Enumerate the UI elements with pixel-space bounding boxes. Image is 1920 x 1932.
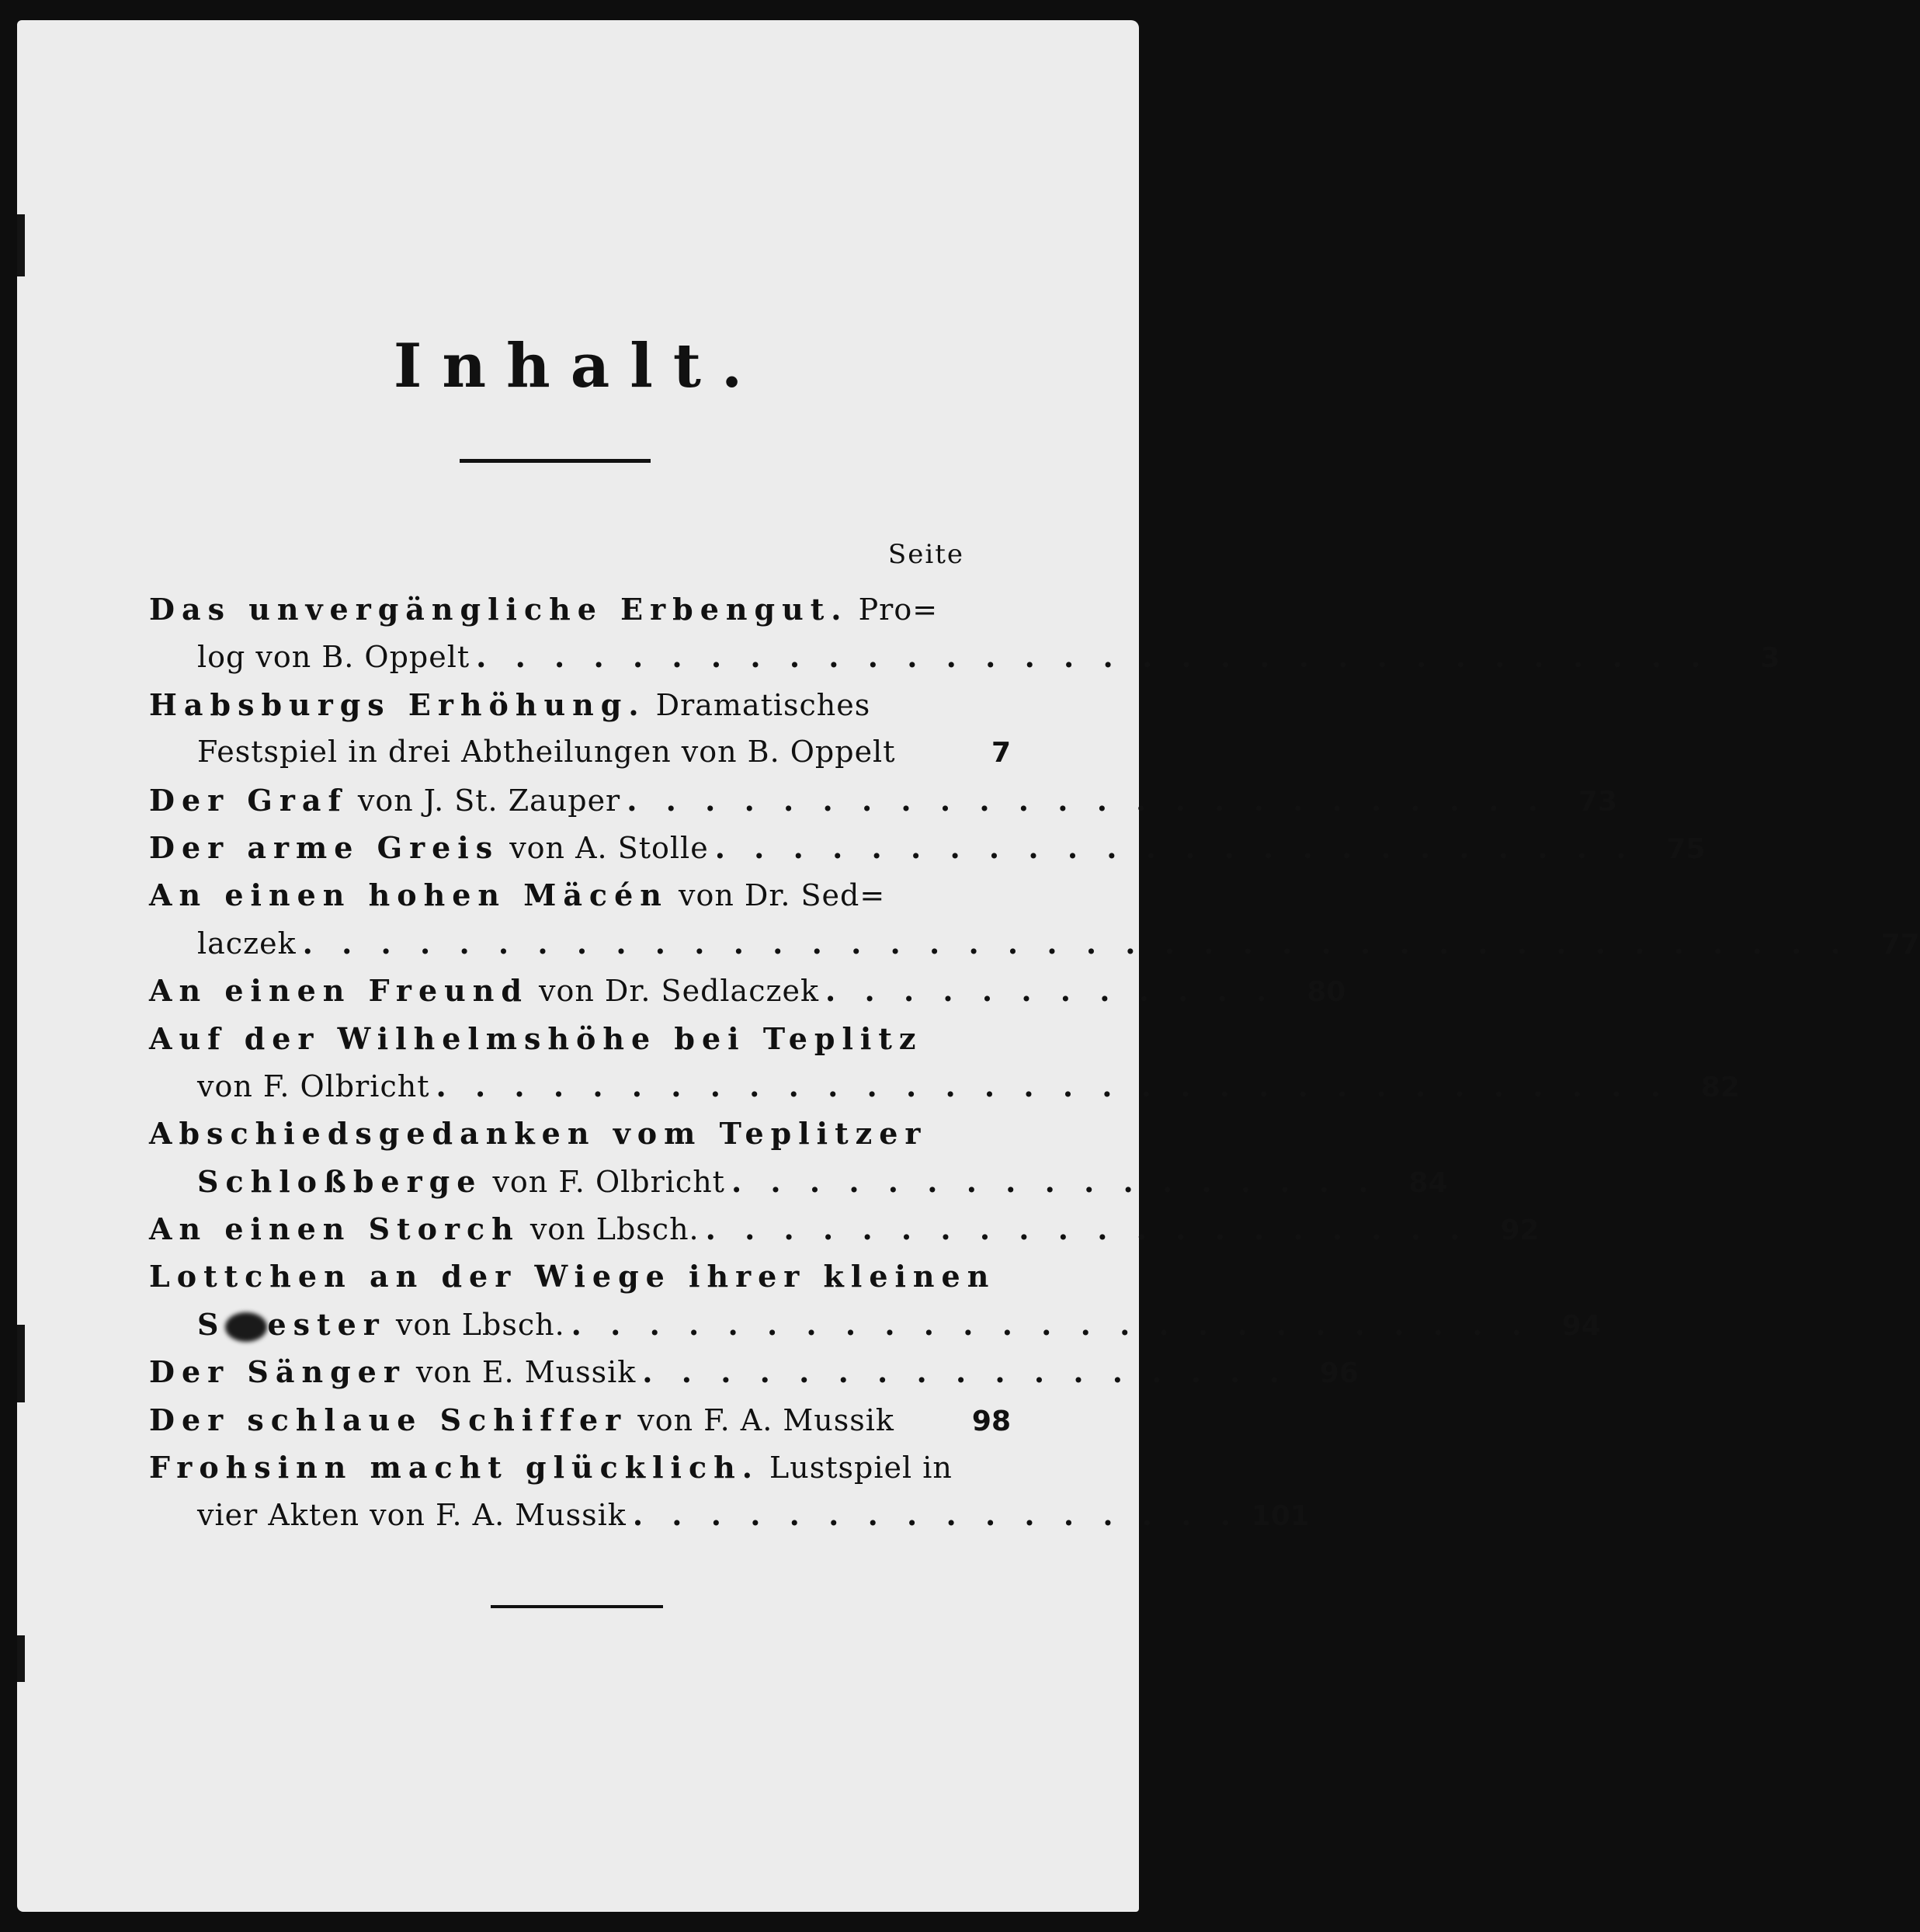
toc-entry: [149, 586, 1780, 681]
page-number: 3: [1760, 642, 1780, 675]
leader-dots: . . . . . . . . . . . . . . . . . . . . . . . . .: [571, 1306, 1531, 1342]
entry-title: Lottchen an der Wiege ihrer kleinen: [149, 1259, 996, 1294]
entry-author: Lustspiel in: [759, 1451, 953, 1485]
entry-author: von Dr. Sedlaczek: [528, 974, 820, 1009]
entry-title: ester: [267, 1306, 386, 1342]
leader-dots: . . . . . . . . . . . . . . . . .: [731, 1163, 1378, 1199]
entry-author: von F. A. Mussik: [627, 1402, 894, 1437]
toc-entry: [149, 681, 1011, 777]
page-number: 82: [1700, 1071, 1740, 1103]
page-number: 77: [1880, 928, 1920, 961]
footer-divider: [491, 1605, 663, 1608]
leader-dots: . . . . . . . . . . . . . . . . . . . . . . . . . . . . . . . .: [436, 1068, 1670, 1103]
toc-entry: [149, 777, 1618, 824]
entry-title: An einen hohen Mäcén: [149, 877, 668, 913]
entry-title: Der Sänger: [149, 1354, 406, 1390]
entry-author: log von B. Oppelt: [197, 640, 470, 675]
page-heading: Inhalt.: [393, 331, 763, 401]
entry-author: von Lbsch.: [519, 1212, 700, 1247]
entry-title: Das unvergängliche Erbengut.: [149, 592, 849, 627]
entry-title: An einen Storch: [149, 1211, 520, 1247]
page-number: 84: [1408, 1166, 1448, 1199]
leader-dots: . . . . . . . . . . . . . . . .: [632, 1497, 1240, 1533]
leader-dots: . . . . . . . . . . . . . . . . . . . .: [705, 1211, 1470, 1247]
toc-entry: [149, 1348, 1359, 1395]
page-number: 80: [1307, 976, 1346, 1009]
toc-entry: [149, 1110, 1448, 1205]
entry-title: Schloßberge: [197, 1163, 483, 1199]
entry-author: von A. Stolle: [499, 830, 709, 865]
page-number: 92: [1500, 1214, 1540, 1247]
leader-dots: . . . . . . . . . . . . . . . . . . . . . . . .: [714, 829, 1636, 865]
toc-entry: [149, 1444, 1310, 1539]
leader-dots: . . . . . . . . . . . . . . . . .: [642, 1354, 1289, 1390]
page-number: 7: [991, 737, 1011, 770]
page-edge-mark: [17, 214, 25, 276]
toc-entry: [149, 1253, 1601, 1348]
entry-author: Dramatisches: [645, 687, 871, 722]
entry-author: vier Akten von F. A. Mussik: [197, 1498, 627, 1533]
page-number: 96: [1319, 1357, 1359, 1390]
entry-author: Pro=: [848, 592, 939, 627]
entry-author: Festspiel in drei Abtheilungen von B. Oppelt: [197, 735, 896, 770]
entry-author: von F. Olbricht: [197, 1069, 430, 1103]
entry-title: Auf der Wilhelmshöhe bei Teplitz: [149, 1020, 923, 1056]
ink-blot: [225, 1312, 267, 1342]
entry-title: Der schlaue Schiffer: [149, 1402, 628, 1437]
toc-entry: [149, 1396, 1011, 1444]
entry-author: von E. Mussik: [405, 1355, 637, 1390]
page-edge-mark: [17, 1635, 25, 1682]
toc-entry: [149, 967, 1346, 1014]
page-column-label: Seite: [887, 539, 964, 570]
entry-title: Habsburgs Erhöhung.: [149, 686, 646, 722]
heading-divider: [460, 459, 651, 463]
entry-author: laczek: [197, 926, 297, 961]
leader-dots: . . . . . . . . . . . .: [825, 973, 1276, 1009]
toc-entry: [149, 824, 1706, 871]
toc-entry: [149, 871, 1920, 967]
entry-title: Frohsinn macht glücklich.: [149, 1450, 759, 1485]
leader-dots: . . . . . . . . . . . . . . . . . . . . . . . . . . . . . . . .: [476, 639, 1710, 675]
leader-dots: . . . . . . . . . . . . . . . . . . . . . . . .: [627, 782, 1548, 818]
page-number: 98: [971, 1405, 1011, 1437]
entry-title: Der arme Greis: [149, 829, 500, 865]
page-number: 101: [1251, 1500, 1310, 1533]
table-of-contents: [149, 586, 1920, 1539]
page-number: 73: [1578, 785, 1618, 818]
toc-entry: [149, 1205, 1540, 1253]
page-edge-mark: [17, 1325, 25, 1402]
toc-entry: [149, 1015, 1740, 1110]
entry-title: An einen Freund: [149, 973, 529, 1009]
entry-author: von F. Olbricht: [482, 1164, 725, 1199]
entry-author: von Dr. Sed=: [668, 878, 886, 913]
entry-title: S: [197, 1306, 226, 1342]
entry-title: Der Graf: [149, 782, 348, 818]
book-page: [17, 20, 1920, 1912]
entry-author: von Lbsch.: [385, 1307, 565, 1342]
entry-author: von J. St. Zauper: [347, 783, 621, 818]
page-number: 94: [1561, 1309, 1601, 1342]
entry-title: Abschiedsgedanken vom Teplitzer: [149, 1116, 928, 1152]
leader-dots: . . . . . . . . . . . . . . . . . . . . . . . . . . . . . . . . . . . . . . . .: [302, 925, 1850, 961]
page-number: 75: [1666, 832, 1706, 865]
